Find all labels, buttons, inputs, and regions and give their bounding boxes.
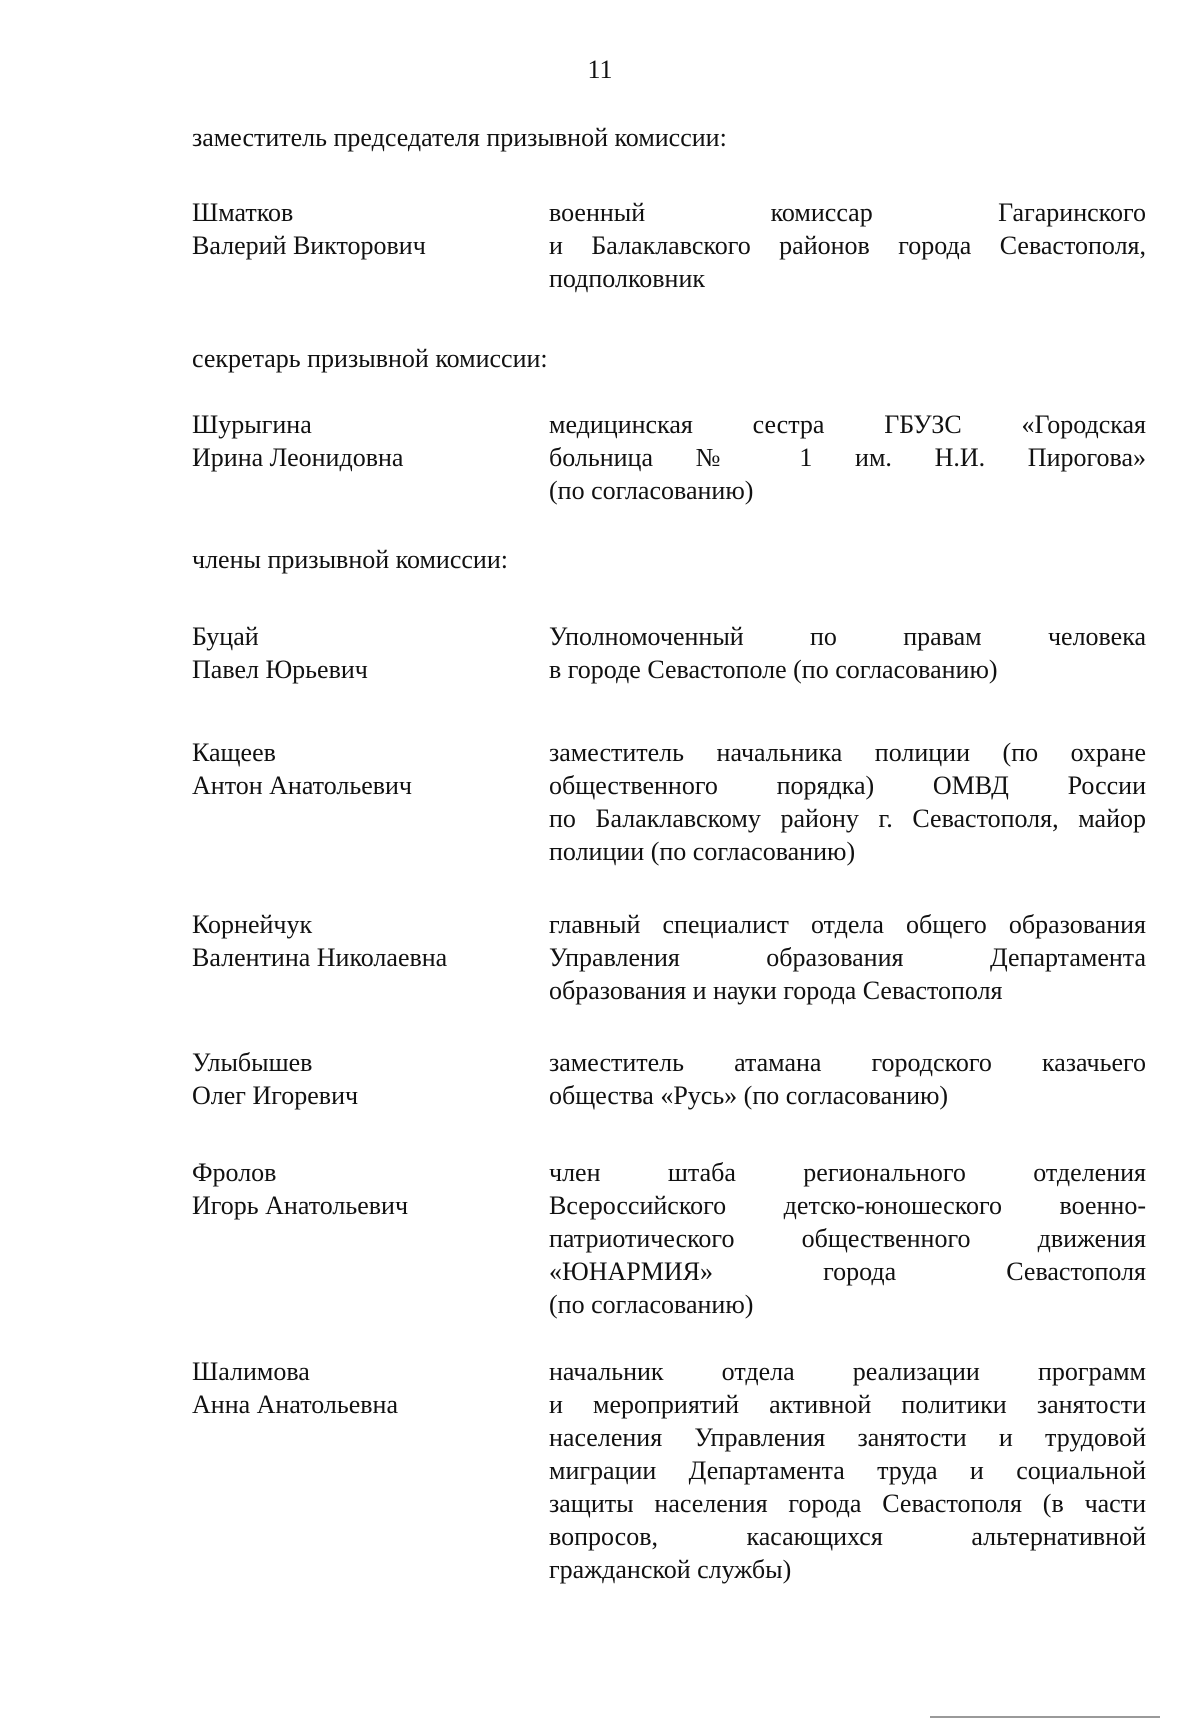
section-heading-secretary: секретарь призывной комиссии:	[192, 344, 548, 373]
description-line: населения Управления занятости и трудовой	[549, 1423, 1146, 1452]
surname: Кащеев	[192, 738, 276, 767]
given-names: Валерий Викторович	[192, 231, 426, 260]
person-name	[192, 1046, 532, 1112]
description-line: полиции (по согласованию)	[549, 837, 856, 866]
description-line: «ЮНАРМИЯ» города Севастополя	[549, 1257, 1146, 1286]
surname: Буцай	[192, 622, 259, 651]
scan-artifact-divider	[930, 1716, 1160, 1718]
person-name	[192, 1156, 532, 1222]
position-description	[549, 620, 1146, 686]
description-line: заместитель атамана городского казачьего	[549, 1048, 1146, 1077]
given-names: Антон Анатольевич	[192, 771, 412, 800]
description-line: Управления образования Департамента	[549, 943, 1146, 972]
description-line: больница № 1 им. Н.И. Пирогова»	[549, 443, 1146, 472]
position-description	[549, 908, 1146, 1007]
description-line: Уполномоченный по правам человека	[549, 622, 1146, 651]
description-line: медицинская сестра ГБУЗС «Городская	[549, 410, 1146, 439]
person-name	[192, 736, 532, 802]
given-names: Анна Анатольевна	[192, 1390, 398, 1419]
position-description	[549, 736, 1146, 868]
person-name	[192, 408, 532, 474]
description-line: и мероприятий активной политики занятости	[549, 1390, 1146, 1419]
given-names: Ирина Леонидовна	[192, 443, 404, 472]
description-line: заместитель начальника полиции (по охране	[549, 738, 1146, 767]
given-names: Павел Юрьевич	[192, 655, 368, 684]
surname: Шалимова	[192, 1357, 310, 1386]
surname: Корнейчук	[192, 910, 313, 939]
person-name	[192, 908, 532, 974]
person-name	[192, 196, 532, 262]
section-heading-deputy-chair: заместитель председателя призывной комиссии:	[192, 123, 727, 152]
description-line: военный комиссар Гагаринского	[549, 198, 1146, 227]
person-name	[192, 620, 532, 686]
description-line: начальник отдела реализации программ	[549, 1357, 1146, 1386]
description-line: защиты населения города Севастополя (в части	[549, 1489, 1146, 1518]
given-names: Олег Игоревич	[192, 1081, 359, 1110]
description-line: подполковник	[549, 264, 705, 293]
description-line: образования и науки города Севастополя	[549, 976, 1003, 1005]
description-line: общества «Русь» (по согласованию)	[549, 1081, 949, 1110]
given-names: Игорь Анатольевич	[192, 1191, 409, 1220]
description-line: вопросов, касающихся альтернативной	[549, 1522, 1146, 1551]
description-line: гражданской службы)	[549, 1555, 792, 1584]
description-line: Всероссийского детско-юношеского военно-	[549, 1191, 1146, 1220]
surname: Шматков	[192, 198, 294, 227]
description-line: миграции Департамента труда и социальной	[549, 1456, 1146, 1485]
description-line: общественного порядка) ОМВД России	[549, 771, 1146, 800]
description-line: (по согласованию)	[549, 476, 754, 505]
surname: Шурыгина	[192, 410, 312, 439]
description-line: по Балаклавскому району г. Севастополя, майор	[549, 804, 1146, 833]
description-line: главный специалист отдела общего образования	[549, 910, 1146, 939]
page-number: 11	[587, 55, 613, 84]
person-name	[192, 1355, 532, 1421]
position-description	[549, 196, 1146, 295]
description-line: член штаба регионального отделения	[549, 1158, 1146, 1187]
surname: Улыбышев	[192, 1048, 313, 1077]
position-description	[549, 1046, 1146, 1112]
description-line: патриотического общественного движения	[549, 1224, 1146, 1253]
given-names: Валентина Николаевна	[192, 943, 448, 972]
description-line: (по согласованию)	[549, 1290, 754, 1319]
position-description	[549, 408, 1146, 507]
section-heading-members: члены призывной комиссии:	[192, 545, 508, 574]
position-description	[549, 1355, 1146, 1586]
description-line: в городе Севастополе (по согласованию)	[549, 655, 998, 684]
surname: Фролов	[192, 1158, 277, 1187]
description-line: и Балаклавского районов города Севастополя,	[549, 231, 1146, 260]
position-description	[549, 1156, 1146, 1321]
